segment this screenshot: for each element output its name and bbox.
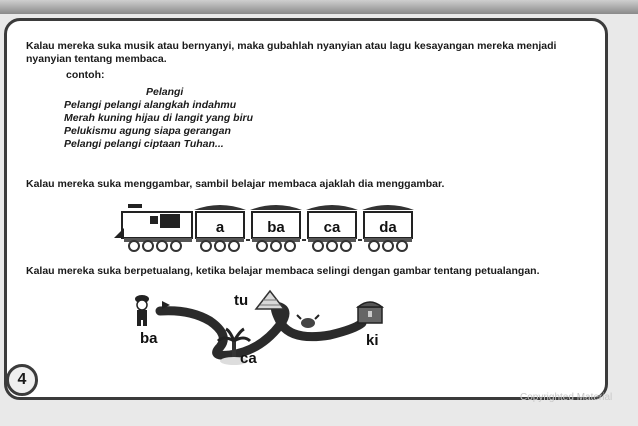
top-bar <box>0 0 638 14</box>
label-tu: tu <box>234 292 249 309</box>
watermark: Copyrighted Material <box>520 392 613 403</box>
trail-path <box>160 306 362 355</box>
treasure-chest-icon <box>358 302 382 323</box>
poem <box>64 86 253 151</box>
label-ba: ba <box>140 330 158 347</box>
car-label: da <box>379 219 397 236</box>
label-ki: ki <box>366 332 379 349</box>
paragraph-music: Kalau mereka suka musik atau bernyanyi, maka gubahlah nyanyian atau lagu kesayangan mereka menjadi nyanyian tentang membaca. <box>26 40 557 65</box>
train-illustration <box>110 198 420 254</box>
page-number: 4 <box>6 364 38 396</box>
pyramid-icon <box>256 291 284 309</box>
poem-line: Pelangi pelangi ciptaan Tuhan... <box>64 138 224 150</box>
paragraph-adventure: Kalau mereka suka berpetualang, ketika belajar membaca selingi dengan gambar tentang petualangan. <box>26 265 540 277</box>
car-label: ca <box>323 219 341 236</box>
poem-line: Merah kuning hijau di langit yang biru <box>64 112 254 124</box>
poem-line: Pelangi pelangi alangkah indahmu <box>64 99 237 111</box>
train-car <box>250 205 302 251</box>
explorer-icon <box>135 295 149 326</box>
label-ca: ca <box>240 350 257 367</box>
car-label: ba <box>267 219 285 236</box>
example-label: contoh: <box>66 69 105 81</box>
locomotive-icon <box>114 204 192 251</box>
car-label: a <box>215 219 225 236</box>
paragraph-drawing: Kalau mereka suka menggambar, sambil belajar membaca ajaklah dia menggambar. <box>26 178 445 190</box>
poem-title: Pelangi <box>146 86 184 98</box>
crab-icon <box>297 315 319 328</box>
train-car <box>306 205 358 251</box>
adventure-map <box>130 285 400 375</box>
train-car <box>194 205 246 251</box>
poem-line: Pelukismu agung siapa gerangan <box>64 125 231 137</box>
train-car <box>362 205 414 251</box>
